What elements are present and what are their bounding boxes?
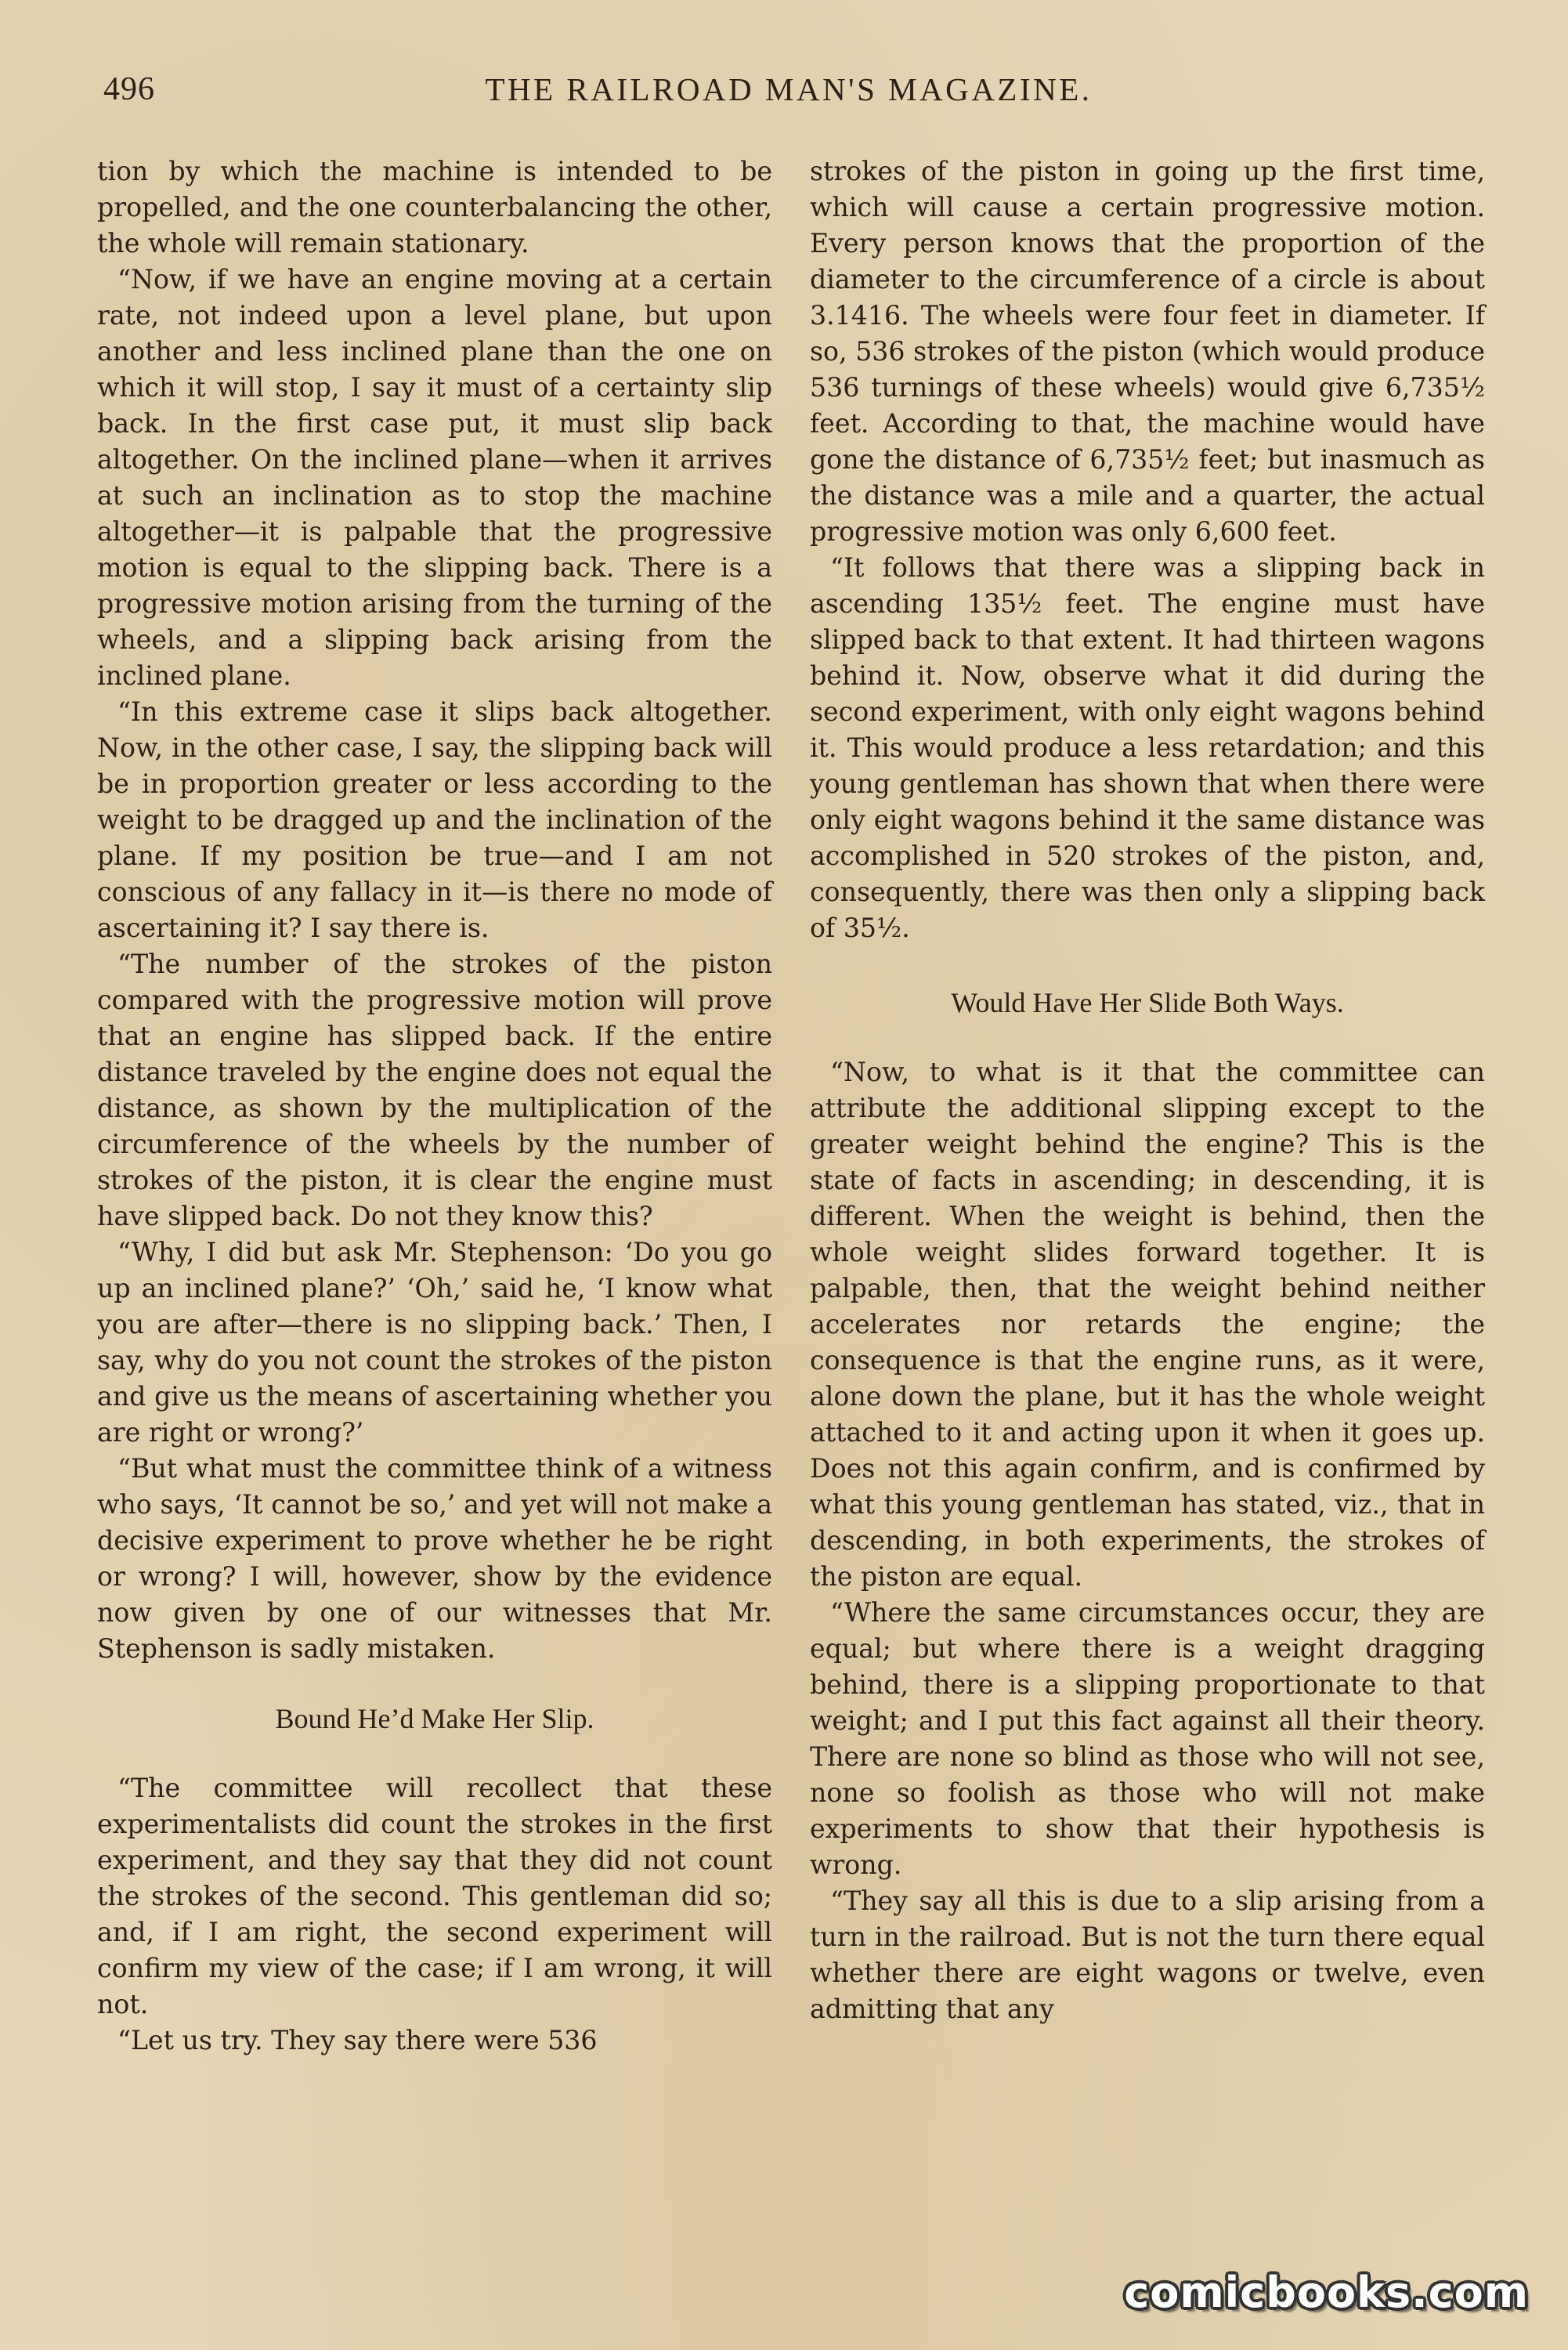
right-paragraph-3: “Now, to what is it that the committee can attribute the additional slipping except to the greater weight behind the engine? This is the state of facts in ascending; in descending, it is different. When the weight is behind, then the whole weight slides forward together. It is palpable, then, that the weight behind neither accelerates nor retards the engine; the consequence is that the engine runs, as it were, alone down the plane, but it has the whole weight attached to it and acting upon it when it goes up. Does not this again confirm, and is confirmed by what this young gentleman has stated, viz., that in descending, in both experiments, the strokes of the piston are equal. xyxy=(810,1057,1485,1592)
left-paragraph-3: “In this extreme case it slips back altogether. Now, in the other case, I say, the slipping back will be in proportion greater or less according to the weight to be dragged up and the inclination of the plane. If my position be true—and I am not conscious of any fallacy in it—is there no mode of ascertaining it? I say there is. xyxy=(97,696,772,943)
left-paragraph-8: “Let us try. They say there were 536 xyxy=(117,2025,598,2055)
left-paragraph-2: “Now, if we have an engine moving at a certain rate, not indeed upon a level plane, but upon another and less inclined plane than the one on which it will stop, I say it must of a certainty slip back. In the first case put, it must slip back altogether. On the inclined plane—when it arrives at such an inclination as to stop the machine altogether—it is palpable that the progressive motion is equal to the slipping back. There is a progressive motion arising from the turning of the wheels, and a slipping back arising from the inclined plane. xyxy=(97,264,772,691)
left-paragraph-6: “But what must the committee think of a witness who says, ‘It cannot be so,’ and yet will not make a decisive experiment to prove whether he be right or wrong? I will, however, show by the evidence now given by one of our witnesses that Mr. Stephenson is sadly mistaken. xyxy=(97,1453,772,1664)
right-paragraph-1: strokes of the piston in going up the first time, which will cause a certain progressive motion. Every person knows that the proportion of the diameter to the circumference of a circle is about 3.1416. The wheels were four feet in diameter. If so, 536 strokes of the piston (which would produce 536 turnings of these wheels) would give 6,735½ feet. According to that, the machine would have gone the distance of 6,735½ feet; but inasmuch as the distance was a mile and a quarter, the actual progressive motion was only 6,600 feet. xyxy=(810,156,1485,547)
right-paragraph-5: “They say all this is due to a slip arising from a turn in the railroad. But is not the turn there equal whether there are eight wagons or twelve, even admitting that any xyxy=(810,1885,1485,2024)
left-paragraph-7: “The committee will recollect that these experimentalists did count the strokes in the first experiment, and they say that they did not count the strokes of the second. This gentleman did so; and, if I am right, the second experiment will confirm my view of the case; if I am wrong, it will not. xyxy=(97,1773,772,2019)
left-paragraph-1: tion by which the machine is intended to be propelled, and the one counterbalancing the other, the whole will remain stationary. xyxy=(97,156,772,258)
right-column xyxy=(810,154,1485,2027)
right-subheading: Would Have Her Slide Both Ways. xyxy=(951,987,1344,1018)
watermark-logo: comicbooks.com xyxy=(1124,2268,1529,2317)
page-header xyxy=(100,70,1477,118)
left-paragraph-5: “Why, I did but ask Mr. Stephenson: ‘Do you go up an inclined plane?’ ‘Oh,’ said he, ‘I know what you are after—there is no slipping back.’ Then, I say, why do you not count the strokes of the piston and give us the means of ascertaining whether you are right or wrong?’ xyxy=(97,1237,772,1448)
right-paragraph-4: “Where the same circumstances occur, they are equal; but where there is a weight dragging behind, there is a slipping proportionate to that weight; and I put this fact against all their theory. There are none so blind as those who will not see, none so foolish as those who will not make experiments to show that their hypothesis is wrong. xyxy=(810,1597,1485,1880)
page-number: 496 xyxy=(103,71,155,107)
left-subheading: Bound He’d Make Her Slip. xyxy=(275,1703,594,1734)
right-paragraph-2: “It follows that there was a slipping back in ascending 135½ feet. The engine must have slipped back to that extent. It had thirteen wagons behind it. Now, observe what it did during the second experiment, with only eight wagons behind it. This would produce a less retardation; and this young gentleman has shown that when there were only eight wagons behind it the same distance was accomplished in 520 strokes of the piston, and, consequently, there was then only a slipping back of 35½. xyxy=(810,552,1485,943)
left-paragraph-4: “The number of the strokes of the piston compared with the progressive motion will prove that an engine has slipped back. If the entire distance traveled by the engine does not equal the distance, as shown by the multiplication of the circumference of the wheels by the number of strokes of the piston, it is clear the engine must have slipped back. Do not they know this? xyxy=(97,949,772,1231)
left-column xyxy=(97,154,772,2059)
running-head: THE RAILROAD MAN'S MAGAZINE. xyxy=(485,71,1093,107)
